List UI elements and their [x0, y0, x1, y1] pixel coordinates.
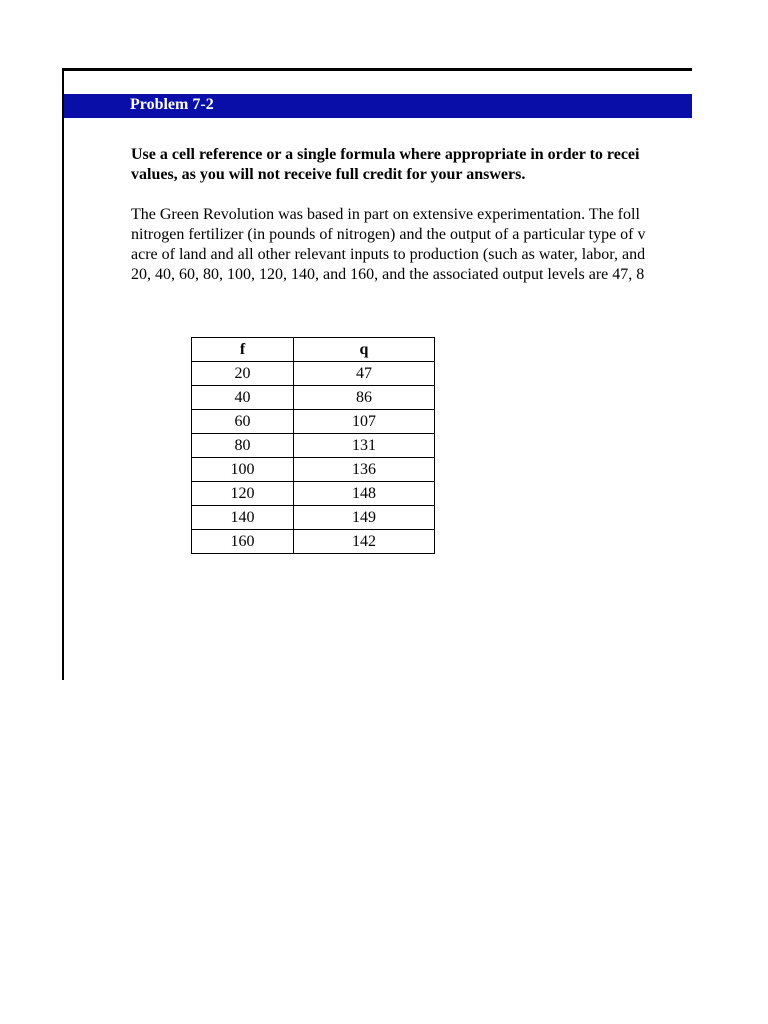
table-header-row — [192, 338, 435, 362]
cell-f[interactable]: 160 — [192, 530, 294, 554]
table-row — [192, 386, 435, 410]
table-row — [192, 482, 435, 506]
fertilizer-output-table — [191, 337, 435, 554]
cell-f[interactable]: 40 — [192, 386, 294, 410]
problem-title: Problem 7-2 — [130, 96, 214, 113]
cell-q[interactable]: 86 — [294, 386, 435, 410]
instructions-line: values, as you will not receive full credit for your answers. — [131, 166, 526, 183]
cell-q[interactable]: 142 — [294, 530, 435, 554]
cell-f[interactable]: 20 — [192, 362, 294, 386]
cell-f[interactable]: 140 — [192, 506, 294, 530]
cell-q[interactable]: 148 — [294, 482, 435, 506]
description-line: nitrogen fertilizer (in pounds of nitrogen) and the output of a particular type of v — [131, 226, 646, 243]
table-row — [192, 458, 435, 482]
description-line: 20, 40, 60, 80, 100, 120, 140, and 160, and the associated output levels are 47, 8 — [131, 266, 645, 283]
cell-f[interactable]: 120 — [192, 482, 294, 506]
instructions-line: Use a cell reference or a single formula where appropriate in order to recei — [131, 146, 640, 163]
problem-title-bar — [64, 94, 692, 118]
description-line: acre of land and all other relevant inputs to production (such as water, labor, and — [131, 246, 646, 263]
sheet-left-border — [62, 68, 64, 680]
cell-q[interactable]: 131 — [294, 434, 435, 458]
instructions — [131, 145, 692, 185]
cell-q[interactable]: 136 — [294, 458, 435, 482]
sheet-top-border — [62, 68, 692, 71]
cell-f[interactable]: 60 — [192, 410, 294, 434]
description-line: The Green Revolution was based in part on extensive experimentation. The foll — [131, 206, 640, 223]
header-cell-f[interactable]: f — [192, 338, 294, 362]
cell-q[interactable]: 107 — [294, 410, 435, 434]
table-row — [192, 530, 435, 554]
cell-f[interactable]: 80 — [192, 434, 294, 458]
cell-f[interactable]: 100 — [192, 458, 294, 482]
cell-q[interactable]: 47 — [294, 362, 435, 386]
cell-q[interactable]: 149 — [294, 506, 435, 530]
table-row — [192, 362, 435, 386]
table-row — [192, 410, 435, 434]
problem-description — [131, 205, 692, 285]
table-row — [192, 506, 435, 530]
header-cell-q[interactable]: q — [294, 338, 435, 362]
table-row — [192, 434, 435, 458]
